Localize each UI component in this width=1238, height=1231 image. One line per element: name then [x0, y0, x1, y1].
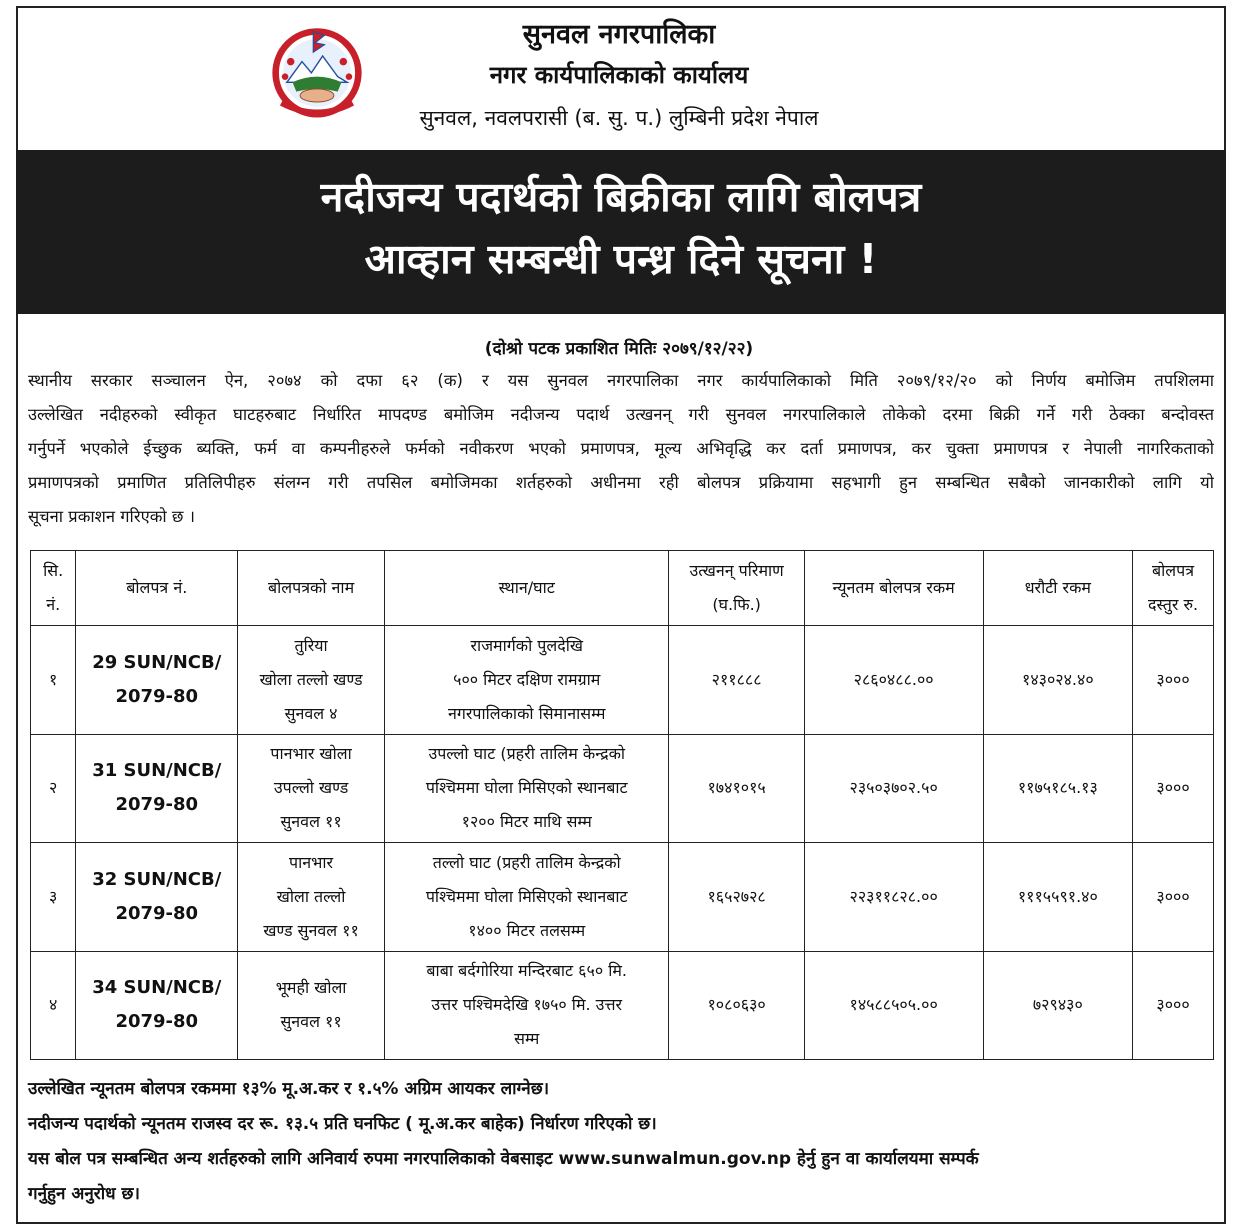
col-header-quantity: उत्खनन् परिमाण (घ.फि.) — [669, 551, 804, 626]
cell-location: राजमार्गको पुलदेखि ५०० मिटर दक्षिण रामग्राम नगरपालिकाको सिमानासम्म — [385, 626, 669, 735]
table-header-row — [31, 551, 1214, 626]
intro-line: स्थानीय सरकार सञ्चालन ऐन, २०७४ को दफा ६२ (क) र यस सुनवल नगरपालिका नगर कार्यपालिकाको मिति २०७९/१२/२० को निर्णय बमोजिम तपशिलमा — [28, 371, 1214, 390]
cell-min-amount: २२३११८२८.०० — [804, 843, 983, 952]
cell-deposit: ११७५१८५.१३ — [983, 734, 1133, 843]
cell-name: पानभार खोला उपल्लो खण्ड सुनवल ११ — [238, 734, 385, 843]
notice-title-line-2: आव्हान सम्बन्धी पन्ध्र दिने सूचना ! — [364, 235, 878, 283]
col-header-sn: सि. नं. — [31, 551, 76, 626]
note-line: यस बोल पत्र सम्बन्धित अन्य शर्तहरुको लागि अनिवार्य रुपमा नगरपालिकाको वेबसाइट www.sunwalmun.gov.np हेर्नु हुन वा कार्यालयमा सम्पर्क — [28, 1149, 979, 1169]
cell-location: बाबा बर्दगोरिया मन्दिरबाट ६५० मि. उत्तर पश्चिमदेखि १७५० मि. उत्तर सम्म — [385, 951, 669, 1060]
table-row — [31, 734, 1214, 843]
col-header-fee: बोलपत्र दस्तुर रु. — [1133, 551, 1214, 626]
note-line: नदीजन्य पदार्थको न्यूनतम राजस्व दर रू. १३.५ प्रति घनफिट ( मू.अ.कर बाहेक) निर्धारण गरिएको छ। — [28, 1114, 657, 1134]
cell-name: तुरिया खोला तल्लो खण्ड सुनवल ४ — [238, 626, 385, 735]
office-address: सुनवल, नवलपरासी (ब. सु. प.) लुम्बिनी प्रदेश नेपाल — [419, 106, 819, 130]
note-line: उल्लेखित न्यूनतम बोलपत्र रकममा १३% मू.अ.कर र १.५% अग्रिम आयकर लाग्नेछ। — [28, 1079, 550, 1099]
cell-sn: ४ — [31, 951, 76, 1060]
cell-quantity: १०८०६३० — [669, 951, 804, 1060]
intro-line: गर्नुपर्ने भएकोले ईच्छुक ब्यक्ति, फर्म वा कम्पनीहरुले फर्मको नवीकरण भएको प्रमाणपत्र, मूल्य अभिवृद्धि कर दर्ता प्रमाणपत्र, कर चुक्ता प्रमाणपत्र र नेपाली नागरिकताको — [28, 439, 1214, 458]
intro-line: प्रमाणपत्रको प्रमाणित प्रतिलिपीहरु संलग्न गरी तपसिल बमोजिमका शर्तहरुको अधीनमा रही बोलपत्र प्रक्रियामा सहभागी हुन सम्बन्धित सबैको जानकारीको लागि यो — [28, 473, 1214, 492]
publication-date: (दोश्रो पटक प्रकाशित मितिः २०७९/१२/२२) — [484, 339, 754, 359]
intro-line: सूचना प्रकाशन गरिएको छ । — [28, 507, 195, 526]
website-link[interactable]: www.sunwalmun.gov.np — [558, 1149, 792, 1169]
tender-table — [30, 550, 1214, 1060]
cell-bid-no: 34 SUN/NCB/ 2079-80 — [76, 951, 238, 1060]
notice-title-line-1: नदीजन्य पदार्थको बिक्रीका लागि बोलपत्र — [320, 173, 922, 221]
note-line: गर्नुहुन अनुरोध छ। — [28, 1184, 140, 1204]
cell-name: भूमही खोला सुनवल ११ — [238, 951, 385, 1060]
cell-deposit: १११५५९१.४० — [983, 843, 1133, 952]
cell-bid-no: 31 SUN/NCB/ 2079-80 — [76, 734, 238, 843]
table-row — [31, 626, 1214, 735]
cell-sn: १ — [31, 626, 76, 735]
office-subtitle: नगर कार्यपालिकाको कार्यालय — [489, 61, 749, 89]
intro-paragraph — [28, 364, 1214, 534]
col-header-location: स्थान/घाट — [385, 551, 669, 626]
cell-deposit: १४३०२४.४० — [983, 626, 1133, 735]
col-header-name: बोलपत्रको नाम — [238, 551, 385, 626]
cell-fee: ३००० — [1133, 951, 1214, 1060]
cell-quantity: १६५२७२८ — [669, 843, 804, 952]
cell-bid-no: 29 SUN/NCB/ 2079-80 — [76, 626, 238, 735]
cell-min-amount: २३५०३७०२.५० — [804, 734, 983, 843]
cell-deposit: ७२९४३० — [983, 951, 1133, 1060]
cell-fee: ३००० — [1133, 734, 1214, 843]
office-name: सुनवल नगरपालिका — [522, 19, 716, 50]
cell-sn: २ — [31, 734, 76, 843]
col-header-min-amount: न्यूनतम बोलपत्र रकम — [804, 551, 983, 626]
cell-location: उपल्लो घाट (प्रहरी तालिम केन्द्रको पश्चिममा घोला मिसिएको स्थानबाट १२०० मिटर माथि सम्म — [385, 734, 669, 843]
cell-fee: ३००० — [1133, 843, 1214, 952]
notes-section — [28, 1072, 1214, 1212]
cell-quantity: २११८८८ — [669, 626, 804, 735]
table-row — [31, 951, 1214, 1060]
cell-location: तल्लो घाट (प्रहरी तालिम केन्द्रको पश्चिममा घोला मिसिएको स्थानबाट १४०० मिटर तलसम्म — [385, 843, 669, 952]
cell-fee: ३००० — [1133, 626, 1214, 735]
col-header-deposit: धरौटी रकम — [983, 551, 1133, 626]
cell-min-amount: २८६०४८८.०० — [804, 626, 983, 735]
cell-name: पानभार खोला तल्लो खण्ड सुनवल ११ — [238, 843, 385, 952]
intro-line: उल्लेखित नदीहरुको स्वीकृत घाटहरुबाट निर्धारित मापदण्ड बमोजिम नदीजन्य पदार्थ उत्खनन् गरी सुनवल नगरपालिकाले तोकेको दरमा बिक्री गर्ने गरी ठेक्का बन्दोवस्त — [28, 405, 1214, 424]
cell-min-amount: १४५८८५०५.०० — [804, 951, 983, 1060]
cell-sn: ३ — [31, 843, 76, 952]
cell-quantity: १७४१०१५ — [669, 734, 804, 843]
col-header-bid-no: बोलपत्र नं. — [76, 551, 238, 626]
cell-bid-no: 32 SUN/NCB/ 2079-80 — [76, 843, 238, 952]
notice-title-banner — [16, 150, 1226, 314]
table-row — [31, 843, 1214, 952]
